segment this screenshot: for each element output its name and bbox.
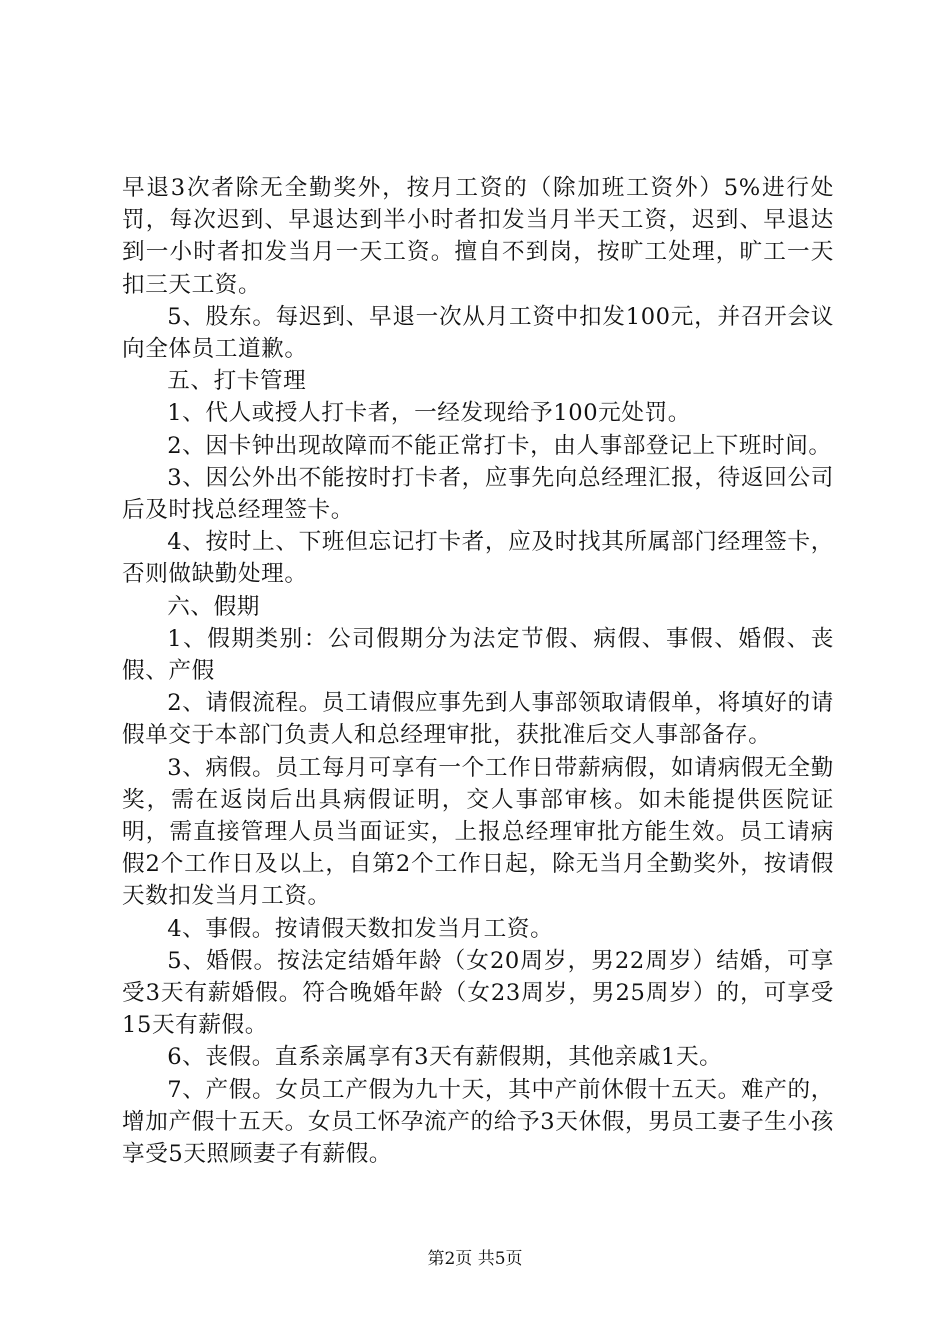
paragraph-leave-process: 2、请假流程。员工请假应事先到人事部领取请假单，将填好的请假单交于本部门负责人和总经理审批，获批准后交人事部备存。 <box>122 690 834 749</box>
paragraph-clock-in-1: 1、代人或授人打卡者，一经发现给予100元处罚。 <box>167 400 691 427</box>
section-heading-clock-in: 五、打卡管理 <box>167 368 307 395</box>
paragraph-personal-leave: 4、事假。按请假天数扣发当月工资。 <box>167 915 554 942</box>
paragraph-late-penalty: 早退3次者除无全勤奖外，按月工资的（除加班工资外）5%进行处罚，每次迟到、早退达到半小时者扣发当月半天工资，迟到、早退达到一小时者扣发当月一天工资。擅自不到岗，按旷工处理，旷工一天扣三天工资。 <box>122 175 834 298</box>
paragraph-leave-types: 1、假期类别：公司假期分为法定节假、病假、事假、婚假、丧假、产假 <box>122 625 834 685</box>
page-number-footer: 第2页 共5页 <box>427 1249 523 1269</box>
document-body <box>122 172 834 1170</box>
paragraph-sick-leave: 3、病假。员工每月可享有一个工作日带薪病假，如请病假无全勤奖，需在返岗后出具病假证明，交人事部审核。如未能提供医院证明，需直接管理人员当面证实，上报总经理审批方能生效。员工请病假2个工作日及以上，自第2个工作日起，除无当月全勤奖外，按请假天数扣发当月工资。 <box>122 754 834 910</box>
section-heading-leave: 六、假期 <box>167 593 260 620</box>
paragraph-shareholder: 5、股东。每迟到、早退一次从月工资中扣发100元，并召开会议向全体员工道歉。 <box>122 303 834 363</box>
paragraph-clock-in-3: 3、因公外出不能按时打卡者，应事先向总经理汇报，待返回公司后及时找总经理签卡。 <box>122 464 834 524</box>
paragraph-maternity-leave: 7、产假。女员工产假为九十天，其中产前休假十五天。难产的，增加产假十五天。女员工怀孕流产的给予3天休假，男员工妻子生小孩享受5天照顾妻子有薪假。 <box>122 1076 834 1168</box>
paragraph-bereavement-leave: 6、丧假。直系亲属享有3天有薪假期，其他亲戚1天。 <box>167 1044 723 1071</box>
paragraph-marriage-leave: 5、婚假。按法定结婚年龄（女20周岁，男22周岁）结婚，可享受3天有薪婚假。符合晚婚年龄（女23周岁，男25周岁）的，可享受15天有薪假。 <box>122 947 834 1039</box>
paragraph-clock-in-4: 4、按时上、下班但忘记打卡者，应及时找其所属部门经理签卡，否则做缺勤处理。 <box>122 529 834 588</box>
paragraph-clock-in-2: 2、因卡钟出现故障而不能正常打卡，由人事部登记上下班时间。 <box>167 432 832 459</box>
